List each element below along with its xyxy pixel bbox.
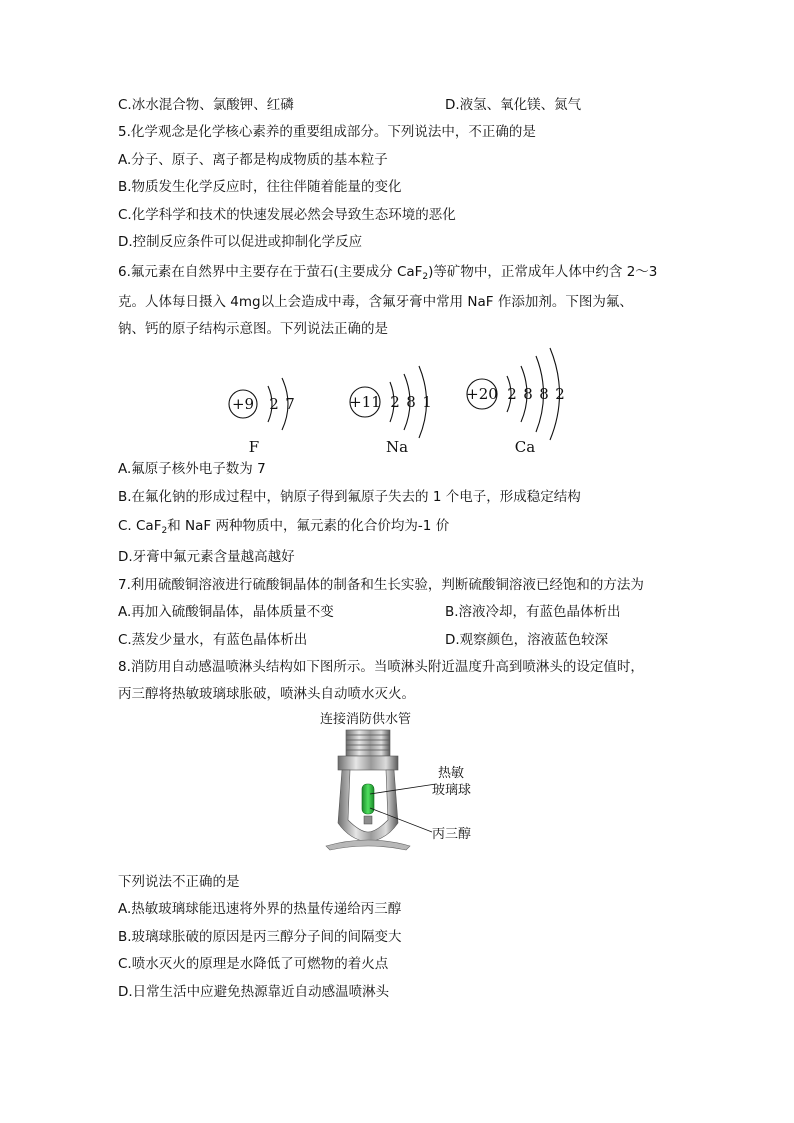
q8-option-a: A.热敏玻璃球能迅速将外界的热量传递给丙三醇 (118, 901, 402, 917)
q8-prompt: 下列说法不正确的是 (118, 874, 240, 890)
na-nucleus-charge: +11 (349, 393, 381, 411)
q6-stem-part: )等矿物中，正常成年人体中约含 2～3 (428, 264, 658, 280)
q5-option-d: D.控制反应条件可以促进或抑制化学反应 (118, 234, 363, 250)
subscript: 2 (422, 272, 429, 282)
atomic-structure-diagrams (0, 340, 794, 460)
q6-option-c-part: C. CaF (118, 518, 162, 534)
q7-option-d: D.观察颜色，溶液蓝色较深 (445, 632, 609, 648)
na-shell-1-electrons: 2 (390, 393, 400, 411)
q5-option-b: B.物质发生化学反应时，往往伴随着能量的变化 (118, 179, 402, 195)
q5-option-a: A.分子、原子、离子都是构成物质的基本粒子 (118, 152, 388, 168)
q8-stem-line2: 丙三醇将热敏玻璃球胀破，喷淋头自动喷水灭火。 (118, 686, 415, 702)
label-glycerol: 丙三醇 (432, 827, 472, 842)
hex-body (338, 756, 398, 770)
f-nucleus-charge: +9 (231, 395, 255, 413)
pipe-thread (346, 730, 390, 756)
ca-shell-1-electrons: 2 (507, 385, 517, 403)
q8-option-d: D.日常生活中应避免热源靠近自动感温喷淋头 (118, 984, 390, 1000)
f-shell-2-electrons: 7 (285, 395, 295, 413)
q7-option-c: C.蒸发少量水，有蓝色晶体析出 (118, 632, 308, 648)
label-glass-bulb: 玻璃球 (432, 783, 472, 798)
ca-nucleus-charge: +20 (466, 385, 498, 403)
q5-option-c: C.化学科学和技术的快速发展必然会导致生态环境的恶化 (118, 207, 456, 223)
q6-stem-line1 (118, 263, 657, 286)
na-shell-2-electrons: 8 (406, 393, 416, 411)
na-shell-3-electrons: 1 (422, 393, 432, 411)
f-symbol: F (248, 438, 260, 456)
q7-stem: 7.利用硫酸铜溶液进行硫酸铜晶体的制备和生长实验，判断硫酸铜溶液已经饱和的方法为 (118, 577, 644, 593)
q4-option-c: C.冰水混合物、氯酸钾、红磷 (118, 97, 294, 113)
glass-bulb-icon (362, 784, 374, 814)
q8-option-b: B.玻璃球胀破的原因是丙三醇分子间的间隔变大 (118, 929, 402, 945)
q6-option-d: D.牙膏中氟元素含量越高越好 (118, 549, 295, 565)
bulb-leader-line (370, 784, 436, 794)
ca-shell-2-electrons: 8 (523, 385, 533, 403)
q5-stem: 5.化学观念是化学核心素养的重要组成部分。下列说法中，不正确的是 (118, 124, 536, 140)
q7-option-a: A.再加入硫酸铜晶体，晶体质量不变 (118, 604, 334, 620)
deflector (326, 840, 410, 850)
ca-shell-3-electrons: 8 (539, 385, 549, 403)
q8-stem-line1: 8.消防用自动感温喷淋头结构如下图所示。当喷淋头附近温度升高到喷淋头的设定值时， (118, 659, 644, 675)
na-symbol: Na (385, 438, 409, 456)
f-shell-1-electrons: 2 (269, 395, 279, 413)
q6-option-c-part: 和 NaF 两种物质中，氟元素的化合价均为-1 价 (167, 518, 450, 534)
q6-stem-line2: 克。人体每日摄入 4mg以上会造成中毒，含氟牙膏中常用 NaF 作添加剂。下图为氟、 (118, 294, 633, 310)
subscript: 2 (161, 526, 168, 536)
set-screw (364, 816, 372, 824)
ca-symbol: Ca (514, 438, 536, 456)
figure-caption-top: 连接消防供水管 (320, 712, 412, 727)
q7-option-b: B.溶液冷却，有蓝色晶体析出 (445, 604, 621, 620)
q6-option-b: B.在氟化钠的形成过程中，钠原子得到氟原子失去的 1 个电子，形成稳定结构 (118, 489, 581, 505)
label-heat-sensitive: 热敏 (438, 766, 465, 781)
q6-option-c (118, 517, 449, 540)
q8-option-c: C.喷水灭火的原理是水降低了可燃物的着火点 (118, 956, 389, 972)
q6-stem-part: 6.氟元素在自然界中主要存在于萤石(主要成分 CaF (118, 264, 423, 280)
q6-stem-line3: 钠、钙的原子结构示意图。下列说法正确的是 (118, 321, 388, 337)
q4-option-d: D.液氢、氧化镁、氮气 (445, 97, 582, 113)
q6-option-a: A.氟原子核外电子数为 7 (118, 461, 266, 477)
ca-shell-4-electrons: 2 (555, 385, 565, 403)
